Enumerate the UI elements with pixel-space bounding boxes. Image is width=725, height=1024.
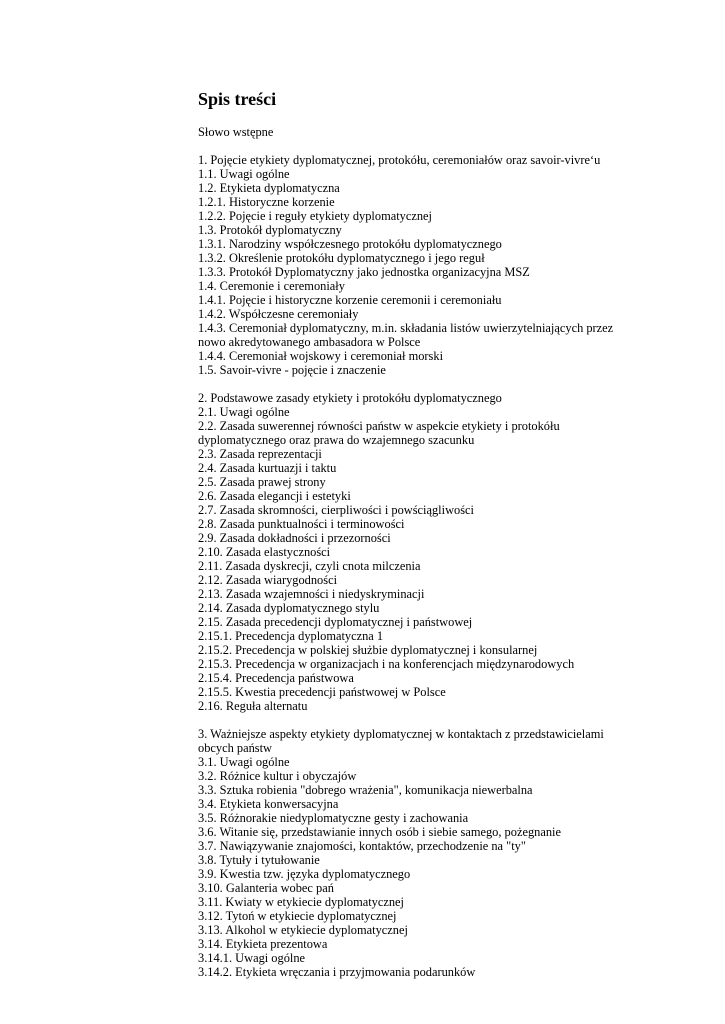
table-of-contents (198, 153, 668, 979)
toc-entry: 2.7. Zasada skromności, cierpliwości i powściągliwości (198, 503, 474, 517)
intro-entry: Słowo wstępne (198, 125, 274, 139)
toc-entry: 2.15.1. Precedencja dyplomatyczna 1 (198, 629, 384, 643)
toc-entry: 2.1. Uwagi ogólne (198, 405, 290, 419)
toc-entry: 2.13. Zasada wzajemności i niedyskryminacji (198, 587, 425, 601)
toc-entry: 3.4. Etykieta konwersacyjna (198, 797, 339, 811)
toc-entry: 1.2.1. Historyczne korzenie (198, 195, 335, 209)
toc-entry: 3.2. Różnice kultur i obyczajów (198, 769, 357, 783)
toc-entry: dyplomatycznego oraz prawa do wzajemnego szacunku (198, 433, 475, 447)
toc-entry: 1.3. Protokół dyplomatyczny (198, 223, 342, 237)
toc-entry: 1. Pojęcie etykiety dyplomatycznej, protokółu, ceremoniałów oraz savoir-vivre‘u (198, 153, 601, 167)
toc-entry: 2.11. Zasada dyskrecji, czyli cnota milczenia (198, 559, 421, 573)
toc-entry: 3.14.1. Uwagi ogólne (198, 951, 306, 965)
toc-entry: 2. Podstawowe zasady etykiety i protokółu dyplomatycznego (198, 391, 502, 405)
document-page (198, 88, 668, 993)
toc-entry: 3.5. Różnorakie niedyplomatyczne gesty i zachowania (198, 811, 469, 825)
toc-entry: 2.4. Zasada kurtuazji i taktu (198, 461, 337, 475)
toc-entry: 2.16. Reguła alternatu (198, 699, 308, 713)
toc-entry: 2.5. Zasada prawej strony (198, 475, 326, 489)
toc-entry: 3.1. Uwagi ogólne (198, 755, 290, 769)
toc-entry: 3.7. Nawiązywanie znajomości, kontaktów, przechodzenie na "ty" (198, 839, 526, 853)
toc-entry: 1.4.3. Ceremoniał dyplomatyczny, m.in. składania listów uwierzytelniających przez (198, 321, 614, 335)
toc-entry: 2.15.3. Precedencja w organizacjach i na konferencjach międzynarodowych (198, 657, 575, 671)
toc-entry: 1.3.1. Narodziny współczesnego protokółu dyplomatycznego (198, 237, 502, 251)
toc-entry: 1.2.2. Pojęcie i reguły etykiety dyplomatycznej (198, 209, 432, 223)
toc-entry: 1.5. Savoir-vivre - pojęcie i znaczenie (198, 363, 386, 377)
toc-entry: 3.3. Sztuka robienia "dobrego wrażenia", komunikacja niewerbalna (198, 783, 533, 797)
toc-entry: 1.4. Ceremonie i ceremoniały (198, 279, 345, 293)
toc-section-1 (198, 153, 668, 377)
toc-entry: 3.13. Alkohol w etykiecie dyplomatycznej (198, 923, 408, 937)
toc-entry: 1.3.3. Protokół Dyplomatyczny jako jednostka organizacyjna MSZ (198, 265, 530, 279)
toc-entry: 3.14. Etykieta prezentowa (198, 937, 328, 951)
toc-entry: 1.2. Etykieta dyplomatyczna (198, 181, 340, 195)
toc-entry: 3.6. Witanie się, przedstawianie innych osób i siebie samego, pożegnanie (198, 825, 561, 839)
toc-entry: 2.6. Zasada elegancji i estetyki (198, 489, 351, 503)
toc-entry: nowo akredytowanego ambasadora w Polsce (198, 335, 421, 349)
toc-section-2 (198, 391, 668, 713)
toc-entry: 3.9. Kwestia tzw. języka dyplomatycznego (198, 867, 411, 881)
toc-entry: 2.9. Zasada dokładności i przezorności (198, 531, 391, 545)
toc-entry: 1.3.2. Określenie protokółu dyplomatycznego i jego reguł (198, 251, 485, 265)
toc-entry: 2.15.2. Precedencja w polskiej służbie dyplomatycznej i konsularnej (198, 643, 538, 657)
toc-entry: 3.14.2. Etykieta wręczania i przyjmowania podarunków (198, 965, 476, 979)
toc-entry: 2.3. Zasada reprezentacji (198, 447, 322, 461)
toc-entry: 2.2. Zasada suwerennej równości państw w aspekcie etykiety i protokółu (198, 419, 560, 433)
toc-entry: 3.12. Tytoń w etykiecie dyplomatycznej (198, 909, 397, 923)
toc-entry: 1.4.1. Pojęcie i historyczne korzenie ceremonii i ceremoniału (198, 293, 502, 307)
toc-entry: 3. Ważniejsze aspekty etykiety dyplomatycznej w kontaktach z przedstawicielami (198, 727, 604, 741)
toc-entry: 1.1. Uwagi ogólne (198, 167, 290, 181)
toc-entry: 2.8. Zasada punktualności i terminowości (198, 517, 405, 531)
toc-entry: 3.11. Kwiaty w etykiecie dyplomatycznej (198, 895, 404, 909)
document-title: Spis treści (198, 89, 277, 109)
toc-entry: 3.10. Galanteria wobec pań (198, 881, 334, 895)
toc-entry: 2.15.4. Precedencja państwowa (198, 671, 354, 685)
toc-entry: obcych państw (198, 741, 272, 755)
toc-entry: 2.14. Zasada dyplomatycznego stylu (198, 601, 380, 615)
toc-entry: 2.10. Zasada elastyczności (198, 545, 331, 559)
toc-entry: 2.15.5. Kwestia precedencji państwowej w Polsce (198, 685, 446, 699)
toc-entry: 1.4.2. Współczesne ceremoniały (198, 307, 359, 321)
toc-entry: 1.4.4. Ceremoniał wojskowy i ceremoniał morski (198, 349, 444, 363)
toc-section-3 (198, 727, 668, 979)
toc-entry: 2.12. Zasada wiarygodności (198, 573, 338, 587)
toc-entry: 3.8. Tytuły i tytułowanie (198, 853, 320, 867)
toc-entry: 2.15. Zasada precedencji dyplomatycznej i państwowej (198, 615, 473, 629)
